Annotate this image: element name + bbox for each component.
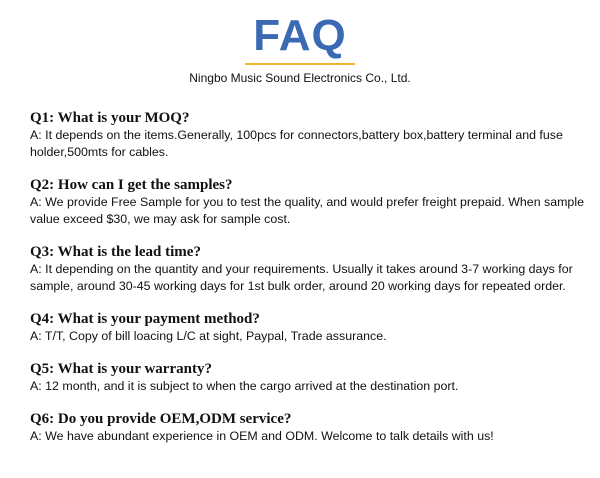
- faq-question: Q2: How can I get the samples?: [30, 177, 233, 193]
- faq-question: Q5: What is your warranty?: [30, 361, 212, 377]
- company-name: Ningbo Music Sound Electronics Co., Ltd.: [189, 71, 411, 85]
- faq-question: Q3: What is the lead time?: [30, 244, 201, 260]
- faq-item-q2: [30, 177, 590, 228]
- faq-item-q6: [30, 411, 590, 445]
- faq-question: Q4: What is your payment method?: [30, 311, 260, 327]
- page-title: FAQ: [253, 11, 347, 60]
- faq-question: Q1: What is your MOQ?: [30, 110, 190, 126]
- faq-answer: A: 12 month, and it is subject to when the cargo arrived at the destination port.: [30, 379, 459, 393]
- faq-item-q1: [30, 110, 590, 161]
- faq-item-q3: [30, 244, 590, 295]
- faq-answer: A: It depends on the items.Generally, 100pcs for connectors,battery box,battery terminal and fuse holder,500mts for cables.: [30, 128, 563, 159]
- faq-list: [30, 110, 590, 461]
- faq-answer: A: T/T, Copy of bill loacing L/C at sight, Paypal, Trade assurance.: [30, 329, 387, 343]
- title-underline: [245, 63, 355, 65]
- faq-question: Q6: Do you provide OEM,ODM service?: [30, 411, 292, 427]
- faq-item-q5: [30, 361, 590, 395]
- faq-item-q4: [30, 311, 590, 345]
- faq-answer: A: We provide Free Sample for you to test the quality, and would prefer freight prepaid. When sample value exceed $30, we may ask for sample cost.: [30, 195, 584, 226]
- faq-answer: A: We have abundant experience in OEM and ODM. Welcome to talk details with us!: [30, 429, 494, 443]
- faq-answer: A: It depending on the quantity and your requirements. Usually it takes around 3-7 working days for sample, around 30-45 working days for 1st bulk order, around 20 working days for repeated order.: [30, 262, 573, 293]
